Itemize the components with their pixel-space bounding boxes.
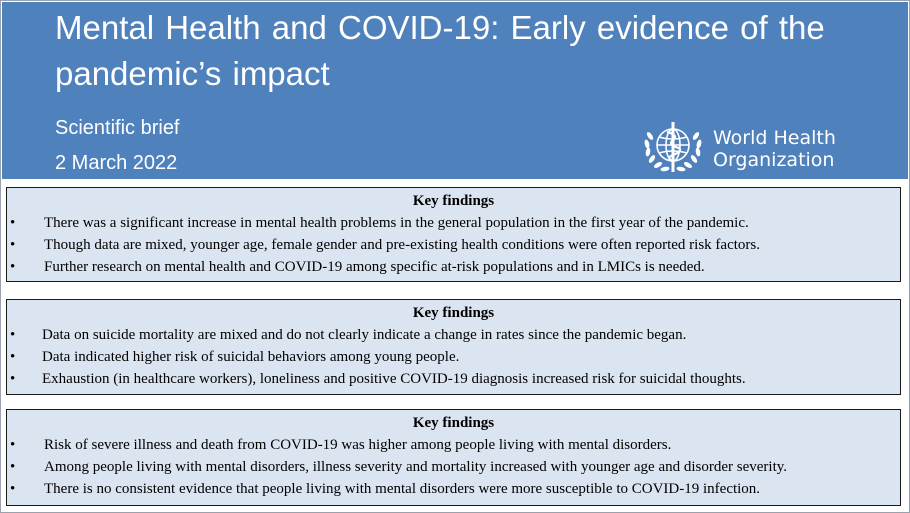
key-findings-box-1 bbox=[6, 187, 901, 282]
finding-text: There is no consistent evidence that people living with mental disorders were more susceptible to COVID-19 infection. bbox=[44, 481, 761, 497]
key-findings-heading: Key findings bbox=[412, 415, 495, 431]
finding-text: Data on suicide mortality are mixed and do not clearly indicate a change in rates since the pandemic began. bbox=[42, 327, 687, 343]
list-item bbox=[7, 212, 900, 234]
key-findings-heading: Key findings bbox=[412, 305, 495, 321]
bullet-icon: • bbox=[10, 437, 16, 453]
finding-text: There was a significant increase in mental health problems in the general population in the first year of the pandemic. bbox=[44, 215, 749, 231]
list-item bbox=[7, 346, 900, 368]
list-item bbox=[7, 256, 900, 278]
who-logo bbox=[638, 118, 848, 178]
bullet-icon: • bbox=[10, 349, 16, 365]
who-emblem-icon bbox=[638, 118, 708, 178]
key-findings-box-3 bbox=[6, 409, 901, 506]
bullet-icon: • bbox=[10, 459, 16, 475]
findings-list bbox=[7, 324, 900, 390]
finding-text: Risk of severe illness and death from COVID-19 was higher among people living with mental disorders. bbox=[44, 437, 672, 453]
list-item bbox=[7, 456, 900, 478]
document-subtitle: Scientific brief bbox=[55, 117, 180, 139]
bullet-icon: • bbox=[10, 259, 16, 275]
organization-name-line1: World Health bbox=[713, 127, 836, 149]
organization-name-line2: Organization bbox=[713, 149, 835, 171]
publication-date: 2 March 2022 bbox=[55, 152, 178, 174]
bullet-icon: • bbox=[10, 215, 16, 231]
list-item bbox=[7, 234, 900, 256]
findings-list bbox=[7, 212, 900, 278]
key-findings-heading: Key findings bbox=[412, 193, 495, 209]
list-item bbox=[7, 324, 900, 346]
organization-name bbox=[713, 127, 836, 171]
list-item bbox=[7, 434, 900, 456]
list-item bbox=[7, 368, 900, 390]
header-banner bbox=[2, 2, 908, 179]
list-item bbox=[7, 478, 900, 500]
bullet-icon: • bbox=[10, 481, 16, 497]
bullet-icon: • bbox=[10, 237, 16, 253]
bullet-icon: • bbox=[10, 371, 16, 387]
finding-text: Though data are mixed, younger age, female gender and pre-existing health conditions were often reported risk factors. bbox=[44, 237, 760, 253]
finding-text: Data indicated higher risk of suicidal behaviors among young people. bbox=[42, 349, 460, 365]
findings-list bbox=[7, 434, 900, 500]
key-findings-box-2 bbox=[6, 299, 901, 395]
page-title: Mental Health and COVID-19: Early evidence of the pandemic’s impact bbox=[55, 9, 825, 92]
bullet-icon: • bbox=[10, 327, 16, 343]
finding-text: Exhaustion (in healthcare workers), loneliness and positive COVID-19 diagnosis increased risk for suicidal thoughts. bbox=[42, 371, 746, 387]
finding-text: Among people living with mental disorders, illness severity and mortality increased with younger age and disorder severity. bbox=[44, 459, 788, 475]
finding-text: Further research on mental health and COVID-19 among specific at-risk populations and in LMICs is needed. bbox=[44, 259, 705, 275]
